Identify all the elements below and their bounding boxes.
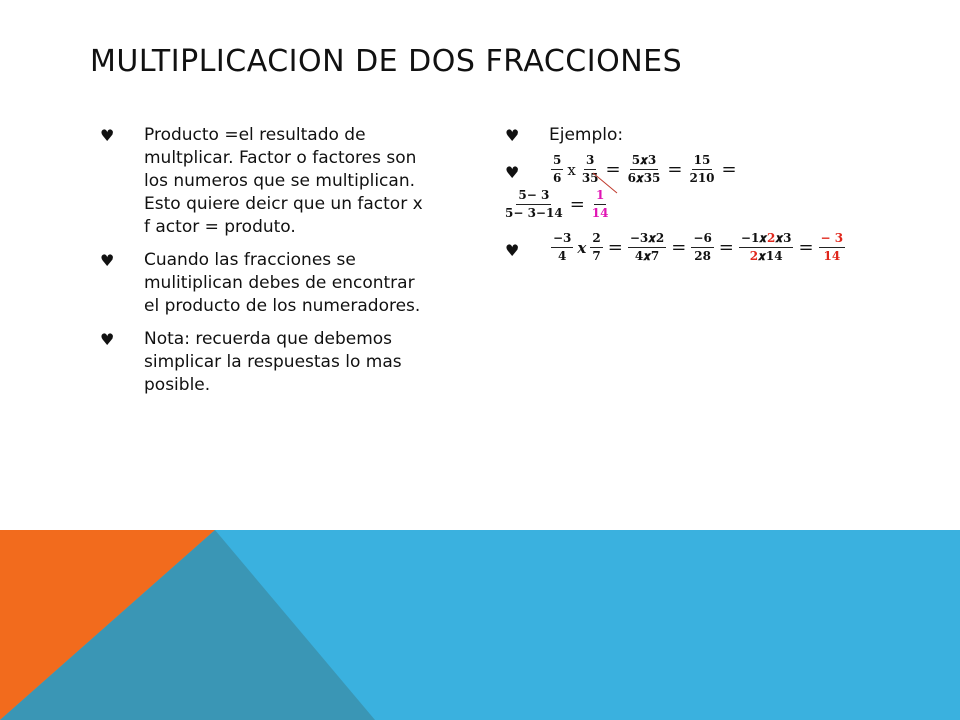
- fraction: $\frac{-6}{28}$: [693, 231, 712, 263]
- fraction: $\frac{\text{−1𝒙2𝒙3}}{\text{2𝒙14}}$: [740, 231, 792, 263]
- equals-sign: =: [671, 237, 687, 258]
- fraction: $\frac{15}{210}$: [689, 153, 715, 185]
- fraction: $\frac{2}{7}$: [592, 231, 601, 263]
- right-column: [505, 124, 925, 281]
- bullet-text-multiplicar: Cuando las fracciones se mulitiplican debes de encontrar el producto de los numeradores.: [144, 250, 421, 316]
- equals-sign: =: [718, 237, 734, 258]
- equals-sign: =: [798, 237, 814, 258]
- equation-2: [549, 231, 847, 264]
- heart-bullet-icon: ♥: [100, 251, 115, 270]
- heart-bullet-icon: ♥: [100, 330, 115, 349]
- bullet-text-producto: Producto =el resultado de multplicar. Factor o factores son los numeros que se multiplican. Esto quiere deicr que un factor x f actor = produto.: [144, 125, 423, 237]
- bullet-item: [505, 153, 925, 221]
- equals-sign: =: [569, 194, 585, 215]
- bullet-item: [505, 124, 925, 147]
- equals-sign: =: [605, 159, 621, 180]
- fraction: $\frac{5}{6}$: [553, 153, 562, 185]
- bullet-item: [100, 249, 430, 318]
- bullet-item: [505, 231, 925, 271]
- heart-bullet-icon: ♥: [505, 241, 520, 260]
- fraction: $\frac{5- 3}{5- 3-14}$: [505, 188, 563, 220]
- fraction: $\frac{\text{−3𝒙2}}{\text{4𝒙7}}$: [629, 231, 665, 263]
- heart-bullet-icon: ♥: [100, 126, 115, 145]
- fraction: $\frac{3}{35}$: [581, 153, 599, 185]
- times-sign: x: [567, 160, 576, 179]
- equals-sign: =: [721, 159, 737, 180]
- example-label: Ejemplo:: [549, 125, 624, 145]
- result-fraction: $\frac{- 3}{14}$: [820, 231, 844, 263]
- equation-1: [505, 153, 740, 221]
- cancel-stroke: [591, 171, 621, 195]
- fraction: $\frac{-3}{4}$: [553, 231, 572, 263]
- heart-bullet-icon: ♥: [505, 163, 520, 182]
- bullet-text-nota: Nota: recuerda que debemos simplicar la respuestas lo mas posible.: [144, 329, 402, 395]
- bullet-item: [100, 328, 430, 397]
- equals-sign: =: [667, 159, 683, 180]
- heart-bullet-icon: ♥: [505, 126, 520, 145]
- equals-sign: =: [607, 237, 623, 258]
- slide-title: MULTIPLICACION DE DOS FRACCIONES: [90, 44, 683, 79]
- times-sign: 𝒙: [577, 238, 587, 257]
- result-fraction: $\frac{1}{14}$: [591, 188, 609, 220]
- fraction: $\frac{\text{5𝒙3}}{\text{6𝒙35}}$: [627, 153, 661, 185]
- bullet-item: [100, 124, 430, 239]
- decorative-band: [0, 530, 960, 720]
- left-column: [100, 124, 430, 407]
